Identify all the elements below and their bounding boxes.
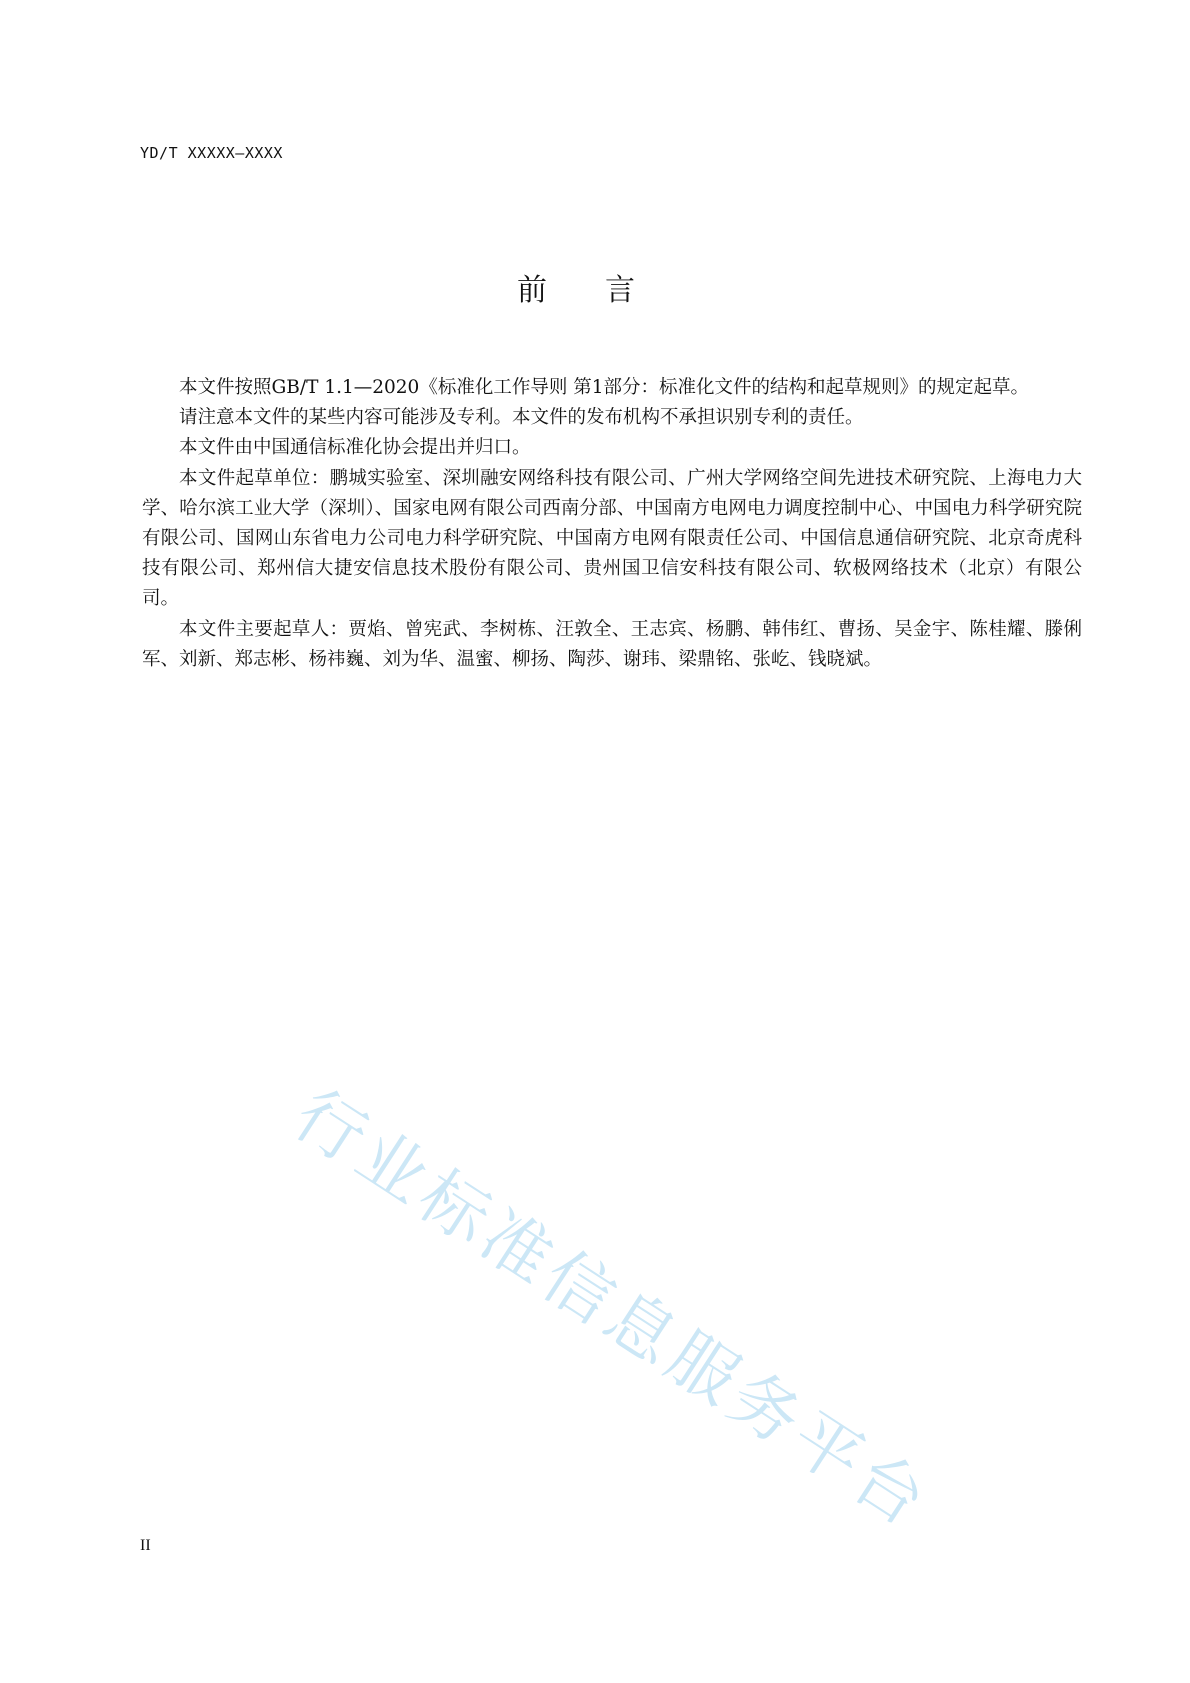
paragraph-proposer: 本文件由中国通信标准化协会提出并归口。	[179, 437, 531, 459]
paragraph-drafting-basis: 本文件按照GB/T 1.1—2020《标准化工作导则 第1部分：标准化文件的结构和起草规则》的规定起草。	[179, 377, 1029, 398]
paragraph-drafters: 本文件主要起草人：贾焰、曾宪武、李树栋、汪敦全、王志宾、杨鹏、韩伟红、曹扬、吴金宇、陈桂耀、滕俐军、刘新、郑志彬、杨祎巍、刘为华、温蜜、柳扬、陶莎、谢玮、梁鼎铭、张屹、钱晓斌。	[142, 618, 1082, 670]
page-title: 前言	[517, 273, 693, 308]
body-text	[142, 373, 1082, 675]
page-number: II	[140, 1537, 151, 1554]
paragraph-drafting-units: 本文件起草单位：鹏城实验室、深圳融安网络科技有限公司、广州大学网络空间先进技术研究院、上海电力大学、哈尔滨工业大学（深圳）、国家电网有限公司西南分部、中国南方电网电力调度控制中心、中国电力科学研究院有限公司、国网山东省电力公司电力科学研究院、中国南方电网有限责任公司、中国信息通信研究院、北京奇虎科技有限公司、郑州信大捷安信息技术股份有限公司、贵州国卫信安科技有限公司、软极网络技术（北京）有限公司。	[142, 467, 1082, 610]
document-code: YD/T XXXXX—XXXX	[140, 144, 283, 162]
paragraph-patent-notice: 请注意本文件的某些内容可能涉及专利。本文件的发布机构不承担识别专利的责任。	[179, 407, 864, 429]
watermark: 行业标准信息服务平台	[280, 1075, 944, 1545]
